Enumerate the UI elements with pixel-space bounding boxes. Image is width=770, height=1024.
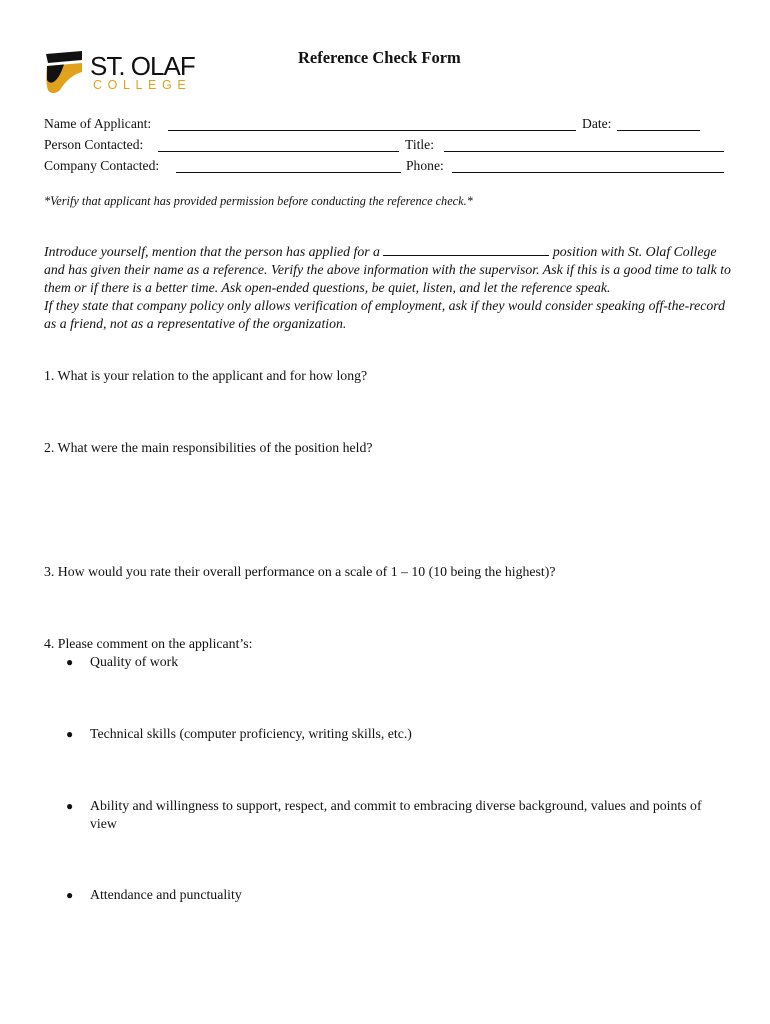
bullet-dot-icon: ● (66, 799, 74, 813)
person-contacted-label: Person Contacted: (44, 137, 144, 152)
bullet-text: Quality of work (90, 654, 179, 669)
person-contacted-field[interactable] (158, 151, 399, 152)
bullet-dot-icon: ● (66, 888, 74, 902)
question-4: 4. Please comment on the applicant’s: (44, 636, 253, 651)
position-blank[interactable] (383, 243, 549, 256)
date-label: Date: (582, 116, 612, 131)
logo-subtitle: COLLEGE (93, 78, 192, 92)
name-of-applicant-field[interactable] (168, 130, 576, 131)
intro-paragraph (44, 243, 734, 333)
company-contacted-label: Company Contacted: (44, 158, 160, 173)
intro-text-position: position with St. Olaf (552, 244, 671, 259)
policy-text: If they state that company policy only allows verification of employment, ask if they would consider speaking off-the-record as a friend, not as a representative of the organization. (44, 298, 726, 331)
phone-field[interactable] (452, 172, 724, 173)
question-1: 1. What is your relation to the applicant and for how long? (44, 368, 368, 383)
question-3: 3. How would you rate their overall performance on a scale of 1 – 10 (10 being the highest)? (44, 564, 556, 579)
college-logo (44, 50, 204, 96)
bullet-dot-icon: ● (66, 655, 74, 669)
intro-text-rest: College and has given their name as a reference. Verify the above information with the supervisor. Ask if this is a good time to talk to them or if there is a better time. Ask open-ended questions, be quiet, listen, and let the reference speak. (44, 244, 731, 295)
intro-text-start: Introduce yourself, mention that the person has applied for a (44, 244, 380, 259)
date-field[interactable] (617, 130, 700, 131)
form-title: Reference Check Form (298, 48, 461, 67)
bullet-dot-icon: ● (66, 727, 74, 741)
name-of-applicant-label: Name of Applicant: (44, 116, 152, 131)
bullet-text: Ability and willingness to support, respect, and commit to embracing diverse background, values and points of view (90, 798, 702, 831)
logo-name: ST. OLAF (90, 51, 195, 81)
shield-logo-icon (44, 50, 84, 96)
phone-label: Phone: (406, 158, 444, 173)
bullet-text: Technical skills (computer proficiency, writing skills, etc.) (90, 726, 412, 741)
title-label: Title: (405, 137, 434, 152)
question-2: 2. What were the main responsibilities of the position held? (44, 440, 373, 455)
bullet-text: Attendance and punctuality (90, 887, 242, 902)
title-field[interactable] (444, 151, 724, 152)
permission-note: *Verify that applicant has provided permission before conducting the reference check.* (44, 194, 473, 208)
company-contacted-field[interactable] (176, 172, 401, 173)
